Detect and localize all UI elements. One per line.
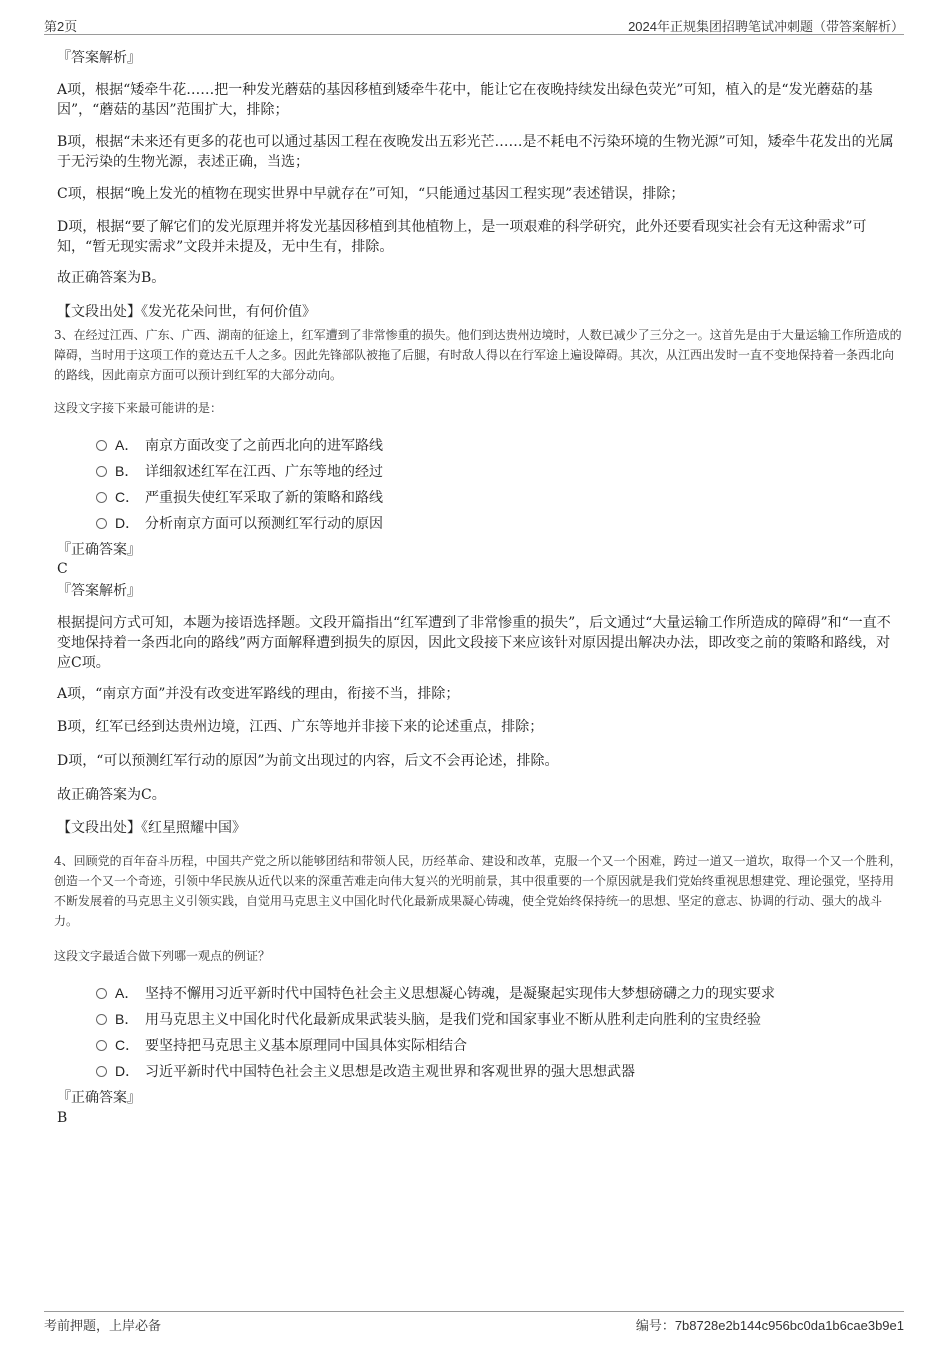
q4-option-b[interactable]: B． 用马克思主义中国化时代化最新成果武装头脑，是我们党和国家事业不断从胜利走向胜利的宝贵经验: [96, 1009, 761, 1030]
document-id: 编号：7b8728e2b144c956bc0da1b6cae3b9e1: [635, 1318, 904, 1333]
radio-icon[interactable]: [96, 440, 107, 451]
q2-analysis-label: 『答案解析』: [57, 50, 141, 66]
page-header: [44, 14, 904, 35]
q2-analysis-c: C项，根据“晚上发光的植物在现实世界中早就存在”可知，“只能通过基因工程实现”表述错误，排除；: [57, 186, 685, 202]
radio-icon[interactable]: [96, 492, 107, 503]
q3-option-b[interactable]: B． 详细叙述红军在江西、广东等地的经过: [96, 461, 383, 482]
page-number: 第2页: [44, 19, 78, 34]
document-title: 2024年正规集团招聘笔试冲刺题（带答案解析）: [628, 19, 904, 34]
radio-icon[interactable]: [96, 518, 107, 529]
q3-analysis-label: 『答案解析』: [57, 583, 141, 599]
q3-question: 这段文字接下来最可能讲的是：: [54, 401, 223, 415]
q2-source: 【文段出处】《发光花朵问世，有何价值》: [57, 304, 316, 320]
footer-slogan: 考前押题，上岸必备: [44, 1318, 162, 1333]
q3-option-c[interactable]: C． 严重损失使红军采取了新的策略和路线: [96, 487, 383, 508]
q4-option-a[interactable]: A． 坚持不懈用习近平新时代中国特色社会主义思想凝心铸魂，是凝聚起实现伟大梦想磅礴之力的现实要求: [96, 983, 775, 1004]
q3-analysis-b: B项，红军已经到达贵州边境，江西、广东等地并非接下来的论述重点，排除；: [57, 719, 544, 735]
q2-conclusion: 故正确答案为B。: [57, 270, 166, 286]
q4-passage: 4、回顾党的百年奋斗历程，中国共产党之所以能够团结和带领人民，历经革命、建设和改革，克服一个又一个困难，跨过一道又一道坎，取得一个又一个胜利，创造一个又一个奇迹，引领中华民族从近代以来的深重苦难走向伟大复兴的光明前景，其中很重要的一个原因就是我们党始终重视思想建党、理论强党，坚持用不断发展着的马克思主义引领实践，自觉用马克思主义中国化时代化最新成果凝心铸魂，使全党始终保持统一的思想、坚定的意志、协调的行动、强大的战斗力。: [54, 854, 902, 928]
q4-answer-label: 『正确答案』: [57, 1090, 141, 1106]
radio-icon[interactable]: [96, 1066, 107, 1077]
q4-option-d[interactable]: D． 习近平新时代中国特色社会主义思想是改造主观世界和客观世界的强大思想武器: [96, 1061, 635, 1082]
q3-answer-label: 『正确答案』: [57, 542, 141, 558]
q3-option-d[interactable]: D． 分析南京方面可以预测红军行动的原因: [96, 513, 383, 534]
radio-icon[interactable]: [96, 466, 107, 477]
q4-answer: B: [57, 1110, 68, 1126]
q3-conclusion: 故正确答案为C。: [57, 787, 166, 803]
q3-source: 【文段出处】《红星照耀中国》: [57, 820, 246, 836]
q2-analysis-b: B项，根据“未来还有更多的花也可以通过基因工程在夜晚发出五彩光芒……是不耗电不污染环境的生物光源”可知，矮牵牛花发出的光属于无污染的生物光源，表述正确，当选；: [57, 134, 894, 170]
radio-icon[interactable]: [96, 988, 107, 999]
radio-icon[interactable]: [96, 1014, 107, 1025]
q3-analysis: 根据提问方式可知，本题为接语选择题。文段开篇指出“红军遭到了非常惨重的损失”，后文通过“大量运输工作所造成的障碍”和“一直不变地保持着一条西北向的路线”两方面解释遭到损失的原因，因此文段接下来应该针对原因提出解决办法，即改变之前的策略和路线，对应C项。: [57, 615, 891, 671]
q2-analysis-a: A项，根据“矮牵牛花……把一种发光蘑菇的基因移植到矮牵牛花中，能让它在夜晚持续发出绿色荧光”可知，植入的是“发光蘑菇的基因”，“蘑菇的基因”范围扩大，排除；: [57, 82, 873, 118]
q3-passage: 3、在经过江西、广东、广西、湖南的征途上，红军遭到了非常惨重的损失。他们到达贵州边境时，人数已减少了三分之一。这首先是由于大量运输工作所造成的障碍，当时用于这项工作的竟达五千人之多。因此先锋部队被拖了后腿，有时敌人得以在行军途上遍设障碍。其次，从江西出发时一直不变地保持着一条西北向的路线，因此南京方面可以预计到红军的大部分动向。: [54, 328, 902, 382]
q3-analysis-d: D项，“可以预测红军行动的原因”为前文出现过的内容，后文不会再论述，排除。: [57, 753, 559, 769]
q3-answer: C: [57, 561, 68, 577]
q3-option-a[interactable]: A． 南京方面改变了之前西北向的进军路线: [96, 435, 383, 456]
q3-analysis-a: A项，“南京方面”并没有改变进军路线的理由，衔接不当，排除；: [57, 686, 460, 702]
page-footer: [44, 1311, 904, 1336]
q2-analysis-d: D项，根据“要了解它们的发光原理并将发光基因移植到其他植物上，是一项艰难的科学研究，此外还要看现实社会有无这种需求”可知，“暂无现实需求”文段并未提及，无中生有，排除。: [57, 219, 867, 255]
radio-icon[interactable]: [96, 1040, 107, 1051]
q4-question: 这段文字最适合做下列哪一观点的例证？: [54, 949, 271, 963]
q4-option-c[interactable]: C． 要坚持把马克思主义基本原理同中国具体实际相结合: [96, 1035, 467, 1056]
